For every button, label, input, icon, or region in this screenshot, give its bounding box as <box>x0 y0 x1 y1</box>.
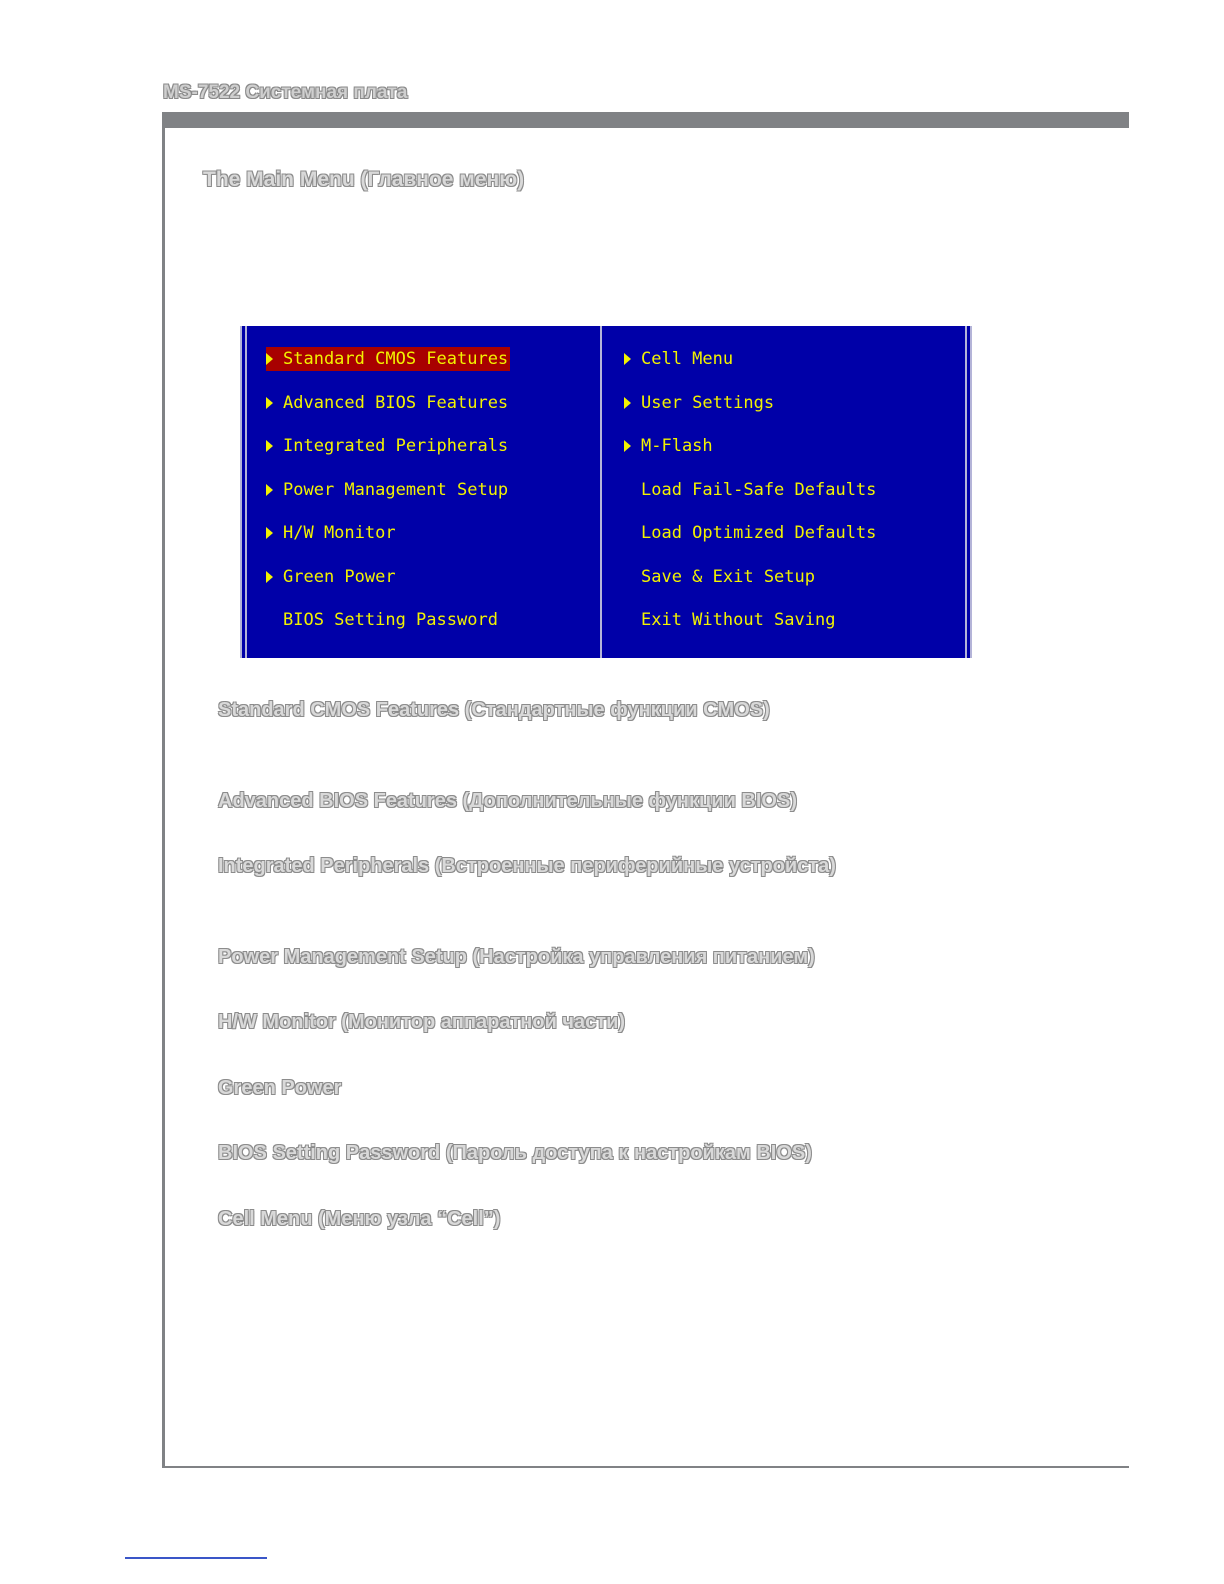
bios-item-user-settings[interactable] <box>624 391 774 415</box>
submenu-arrow-icon <box>624 353 631 365</box>
bios-frame-right-inner <box>965 326 967 658</box>
desc-hw-monitor: H/W Monitor (Монитор аппаратной части) <box>218 1011 626 1033</box>
bios-item-m-flash[interactable] <box>624 434 713 458</box>
bios-item-label: Save & Exit Setup <box>641 567 815 587</box>
bios-item-standard-cmos-features[interactable] <box>266 347 510 371</box>
bios-item-integrated-peripherals[interactable] <box>266 434 508 458</box>
desc-green-power: Green Power <box>218 1077 342 1099</box>
submenu-arrow-icon <box>266 440 273 452</box>
page-header-title: MS-7522 Системная плата <box>163 82 408 103</box>
bios-item-label: Green Power <box>283 567 396 587</box>
submenu-arrow-icon <box>624 440 631 452</box>
bios-item-label: Advanced BIOS Features <box>283 393 509 413</box>
header-bar <box>163 112 1129 128</box>
desc-bios-setting-password: BIOS Setting Password (Пароль доступа к настройкам BIOS) <box>218 1142 812 1164</box>
bios-item-label: Exit Without Saving <box>641 610 836 630</box>
bios-item-label: BIOS Setting Password <box>283 610 498 630</box>
bios-frame-left-inner <box>245 326 247 658</box>
bios-item-label: Load Optimized Defaults <box>641 523 877 543</box>
bios-item-label: M-Flash <box>641 436 713 456</box>
bios-frame-right-outer <box>970 326 972 658</box>
bios-item-label: H/W Monitor <box>283 523 396 543</box>
bios-item-hw-monitor[interactable] <box>266 521 396 545</box>
bios-item-load-fail-safe-defaults[interactable] <box>641 478 876 502</box>
submenu-arrow-icon <box>266 571 273 583</box>
bios-column-divider <box>600 326 602 658</box>
bios-item-power-management-setup[interactable] <box>266 478 508 502</box>
bios-item-label: Integrated Peripherals <box>283 436 509 456</box>
bios-item-label: Load Fail-Safe Defaults <box>641 480 877 500</box>
submenu-arrow-icon <box>266 484 273 496</box>
section-title: The Main Menu (Главное меню) <box>203 168 525 191</box>
submenu-arrow-icon <box>266 397 273 409</box>
bios-item-exit-without-saving[interactable] <box>641 608 835 632</box>
bios-item-label: Cell Menu <box>641 349 734 369</box>
left-rule <box>162 112 165 1468</box>
desc-power-management-setup: Power Management Setup (Настройка управления питанием) <box>218 946 815 968</box>
bios-item-advanced-bios-features[interactable] <box>266 391 508 415</box>
bios-item-cell-menu[interactable] <box>624 347 733 371</box>
bios-item-label: Standard CMOS Features <box>283 349 509 369</box>
submenu-arrow-icon <box>266 353 273 365</box>
bios-item-bios-setting-password[interactable] <box>283 608 498 632</box>
desc-integrated-peripherals: Integrated Peripherals (Встроенные периферийные устройста) <box>218 855 836 877</box>
bios-item-label: Power Management Setup <box>283 480 509 500</box>
desc-cell-menu: Cell Menu (Меню узла “Cell”) <box>218 1208 501 1230</box>
bottom-rule <box>162 1466 1129 1468</box>
desc-advanced-bios-features: Advanced BIOS Features (Дополнительные функции BIOS) <box>218 790 797 812</box>
bios-item-load-optimized-defaults[interactable] <box>641 521 876 545</box>
bios-item-save-exit-setup[interactable] <box>641 565 815 589</box>
bios-main-menu-screen <box>240 326 972 658</box>
bios-item-label: User Settings <box>641 393 775 413</box>
bios-item-green-power[interactable] <box>266 565 396 589</box>
desc-standard-cmos-features: Standard CMOS Features (Стандартные функции CMOS) <box>218 699 770 721</box>
bios-frame-left-outer <box>240 326 242 658</box>
submenu-arrow-icon <box>624 397 631 409</box>
submenu-arrow-icon <box>266 527 273 539</box>
footer-line <box>125 1557 267 1559</box>
